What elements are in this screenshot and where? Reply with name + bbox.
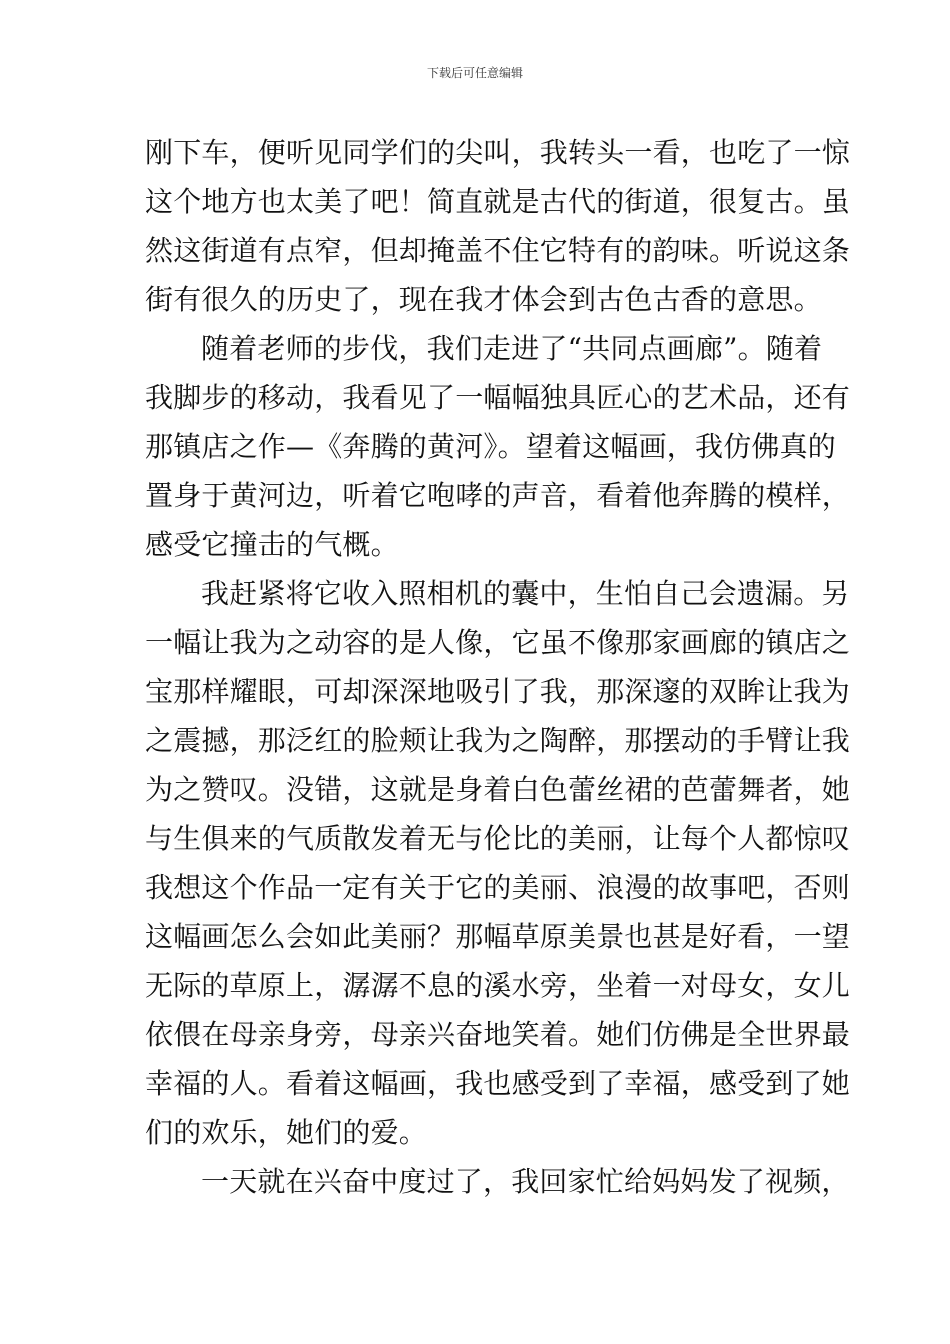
text-line: 一幅让我为之动容的是人像，它虽不像那家画廊的镇店之 (145, 626, 851, 659)
paragraph-first-line: 我赶紧将它收入照相机的囊中，生怕自己会遗漏。另 (201, 577, 850, 610)
text-line: 我脚步的移动，我看见了一幅幅独具匠心的艺术品，还有 (145, 381, 851, 414)
text-line: 我想这个作品一定有关于它的美丽、浪漫的故事吧，否则 (145, 871, 851, 904)
text-line: 感受它撞击的气概。 (145, 528, 399, 561)
text-line: 幸福的人。看着这幅画，我也感受到了幸福，感受到了她 (145, 1067, 851, 1100)
text-line: 街有很久的历史了，现在我才体会到古色古香的意思。 (145, 283, 822, 316)
text-line: 之震撼，那泛红的脸颊让我为之陶醉，那摆动的手臂让我 (145, 724, 851, 757)
text-line: 无际的草原上，潺潺不息的溪水旁，坐着一对母女，女儿 (145, 969, 851, 1002)
text-line: 依偎在母亲身旁，母亲兴奋地笑着。她们仿佛是全世界最 (145, 1018, 851, 1051)
text-line: 然这街道有点窄，但却掩盖不住它特有的韵味。听说这条 (145, 234, 851, 267)
text-line: 为之赞叹。没错，这就是身着白色蕾丝裙的芭蕾舞者，她 (145, 773, 851, 806)
paragraph-first-line: 随着老师的步伐，我们走进了“共同点画廊”。随着 (201, 332, 823, 365)
text-line: 这幅画怎么会如此美丽？那幅草原美景也甚是好看，一望 (145, 920, 851, 953)
document-body (145, 128, 851, 1206)
text-line: 置身于黄河边，听着它咆哮的声音，看着他奔腾的模样， (145, 479, 851, 512)
text-line: 刚下车，便听见同学们的尖叫，我转头一看，也吃了一惊 (145, 136, 851, 169)
page-header: 下载后可任意编辑 (426, 66, 523, 80)
text-line: 们的欢乐，她们的爱。 (145, 1116, 428, 1149)
text-line: 宝那样耀眼，可却深深地吸引了我，那深邃的双眸让我为 (145, 675, 851, 708)
paragraph-first-line: 一天就在兴奋中度过了，我回家忙给妈妈发了视频， (201, 1165, 850, 1198)
text-line: 与生俱来的气质散发着无与伦比的美丽，让每个人都惊叹 (145, 822, 851, 855)
text-line: 那镇店之作—《奔腾的黄河》。望着这幅画，我仿佛真的 (145, 430, 837, 463)
text-line: 这个地方也太美了吧！简直就是古代的街道，很复古。虽 (145, 185, 851, 218)
